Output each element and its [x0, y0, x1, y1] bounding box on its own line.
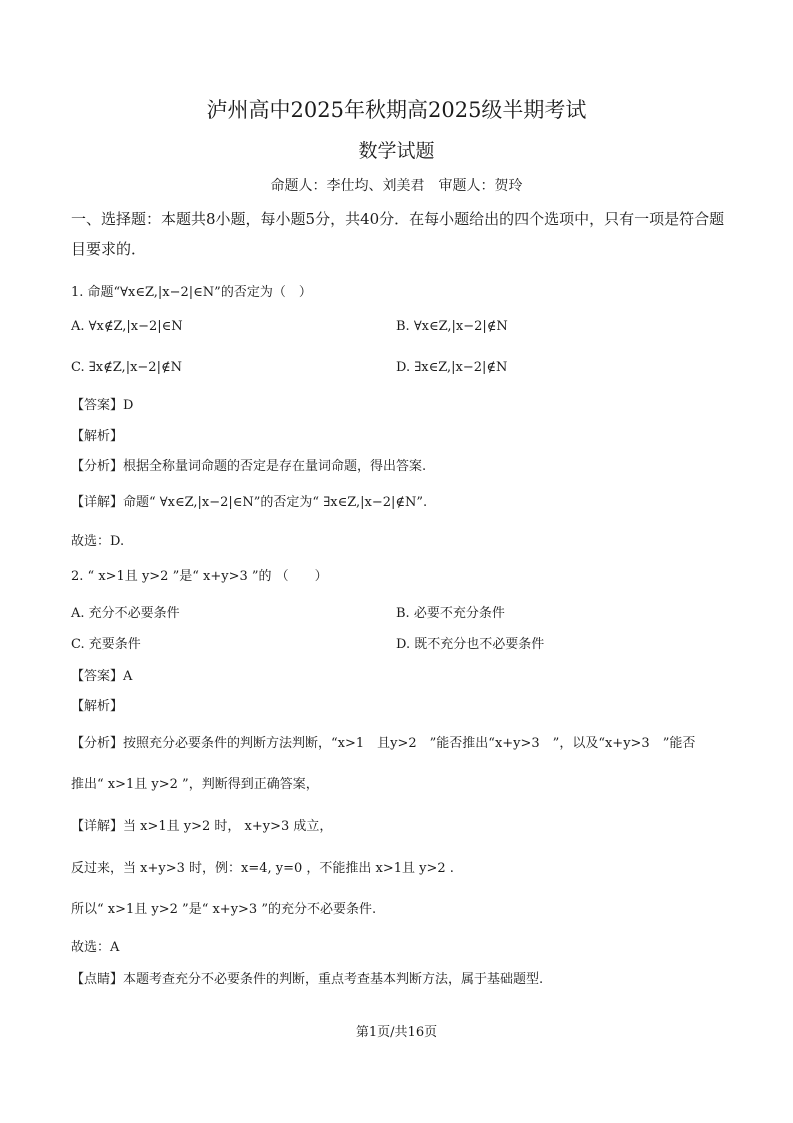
q2-jiexi: 【解析】: [71, 699, 124, 714]
exam-title: 泸州高中2025年秋期高2025级半期考试: [206, 98, 587, 122]
q2-suoyi: 所以“ x>1且 y>2 ”是“ x+y>3 ”的充分不必要条件.: [71, 902, 377, 917]
q1-guxuan: 故选：D.: [71, 534, 125, 549]
q2-answer: 【答案】A: [71, 669, 133, 684]
q1-jiexi: 【解析】: [71, 429, 124, 444]
q2-fenxi-line1: 【分析】按照充分必要条件的判断方法判断，“x>1 且y>2 ”能否推出“x+y>3 ”，以及“x+y>3 ”能否: [71, 736, 696, 751]
q2-stem: 2. “ x>1且 y>2 ”是“ x+y>3 ”的 （ ）: [71, 569, 328, 584]
exam-authors: 命题人：李仕均、刘美君 审题人：贺玲: [270, 178, 523, 194]
q2-option-c: C. 充要条件: [71, 637, 141, 652]
q2-xiangjie: 【详解】当 x>1且 y>2 时， x+y>3 成立，: [71, 819, 333, 834]
q1-stem: 1. 命题“∀x∈Z,|x−2|∈N”的否定为（ ）: [71, 285, 312, 300]
q1-fenxi: 【分析】根据全称量词命题的否定是存在量词命题，得出答案.: [71, 459, 427, 474]
q1-option-b: B. ∀x∈Z,|x−2|∉N: [396, 319, 508, 334]
q1-option-d: D. ∃x∈Z,|x−2|∉N: [396, 360, 508, 375]
q2-option-a: A. 充分不必要条件: [71, 606, 180, 621]
section-heading: 一、选择题：本题共8小题，每小题5分，共40分．在每小题给出的四个选项中，只有一项是符合题目要求的．: [71, 210, 725, 258]
exam-subtitle: 数学试题: [358, 140, 435, 162]
q1-xiangjie: 【详解】命题“ ∀x∈Z,|x−2|∈N”的否定为“ ∃x∈Z,|x−2|∉N”.: [71, 495, 428, 510]
page-number: 第1页/共16页: [355, 1025, 438, 1040]
q2-dianjing: 【点睛】本题考查充分不必要条件的判断，重点考查基本判断方法，属于基础题型.: [71, 972, 544, 987]
q2-option-d: D. 既不充分也不必要条件: [396, 637, 545, 652]
q2-fenxi-line2: 推出“ x>1且 y>2 ”，判断得到正确答案，: [71, 777, 319, 792]
q1-answer: 【答案】D: [71, 398, 134, 413]
q2-fanguolai: 反过来，当 x+y>3 时，例：x=4, y=0 ，不能推出 x>1且 y>2 .: [71, 861, 454, 876]
q2-guxuan: 故选：A: [71, 940, 120, 955]
q2-option-b: B. 必要不充分条件: [396, 606, 505, 621]
q1-option-a: A. ∀x∉Z,|x−2|∈N: [71, 319, 183, 334]
q1-option-c: C. ∃x∉Z,|x−2|∉N: [71, 360, 182, 375]
